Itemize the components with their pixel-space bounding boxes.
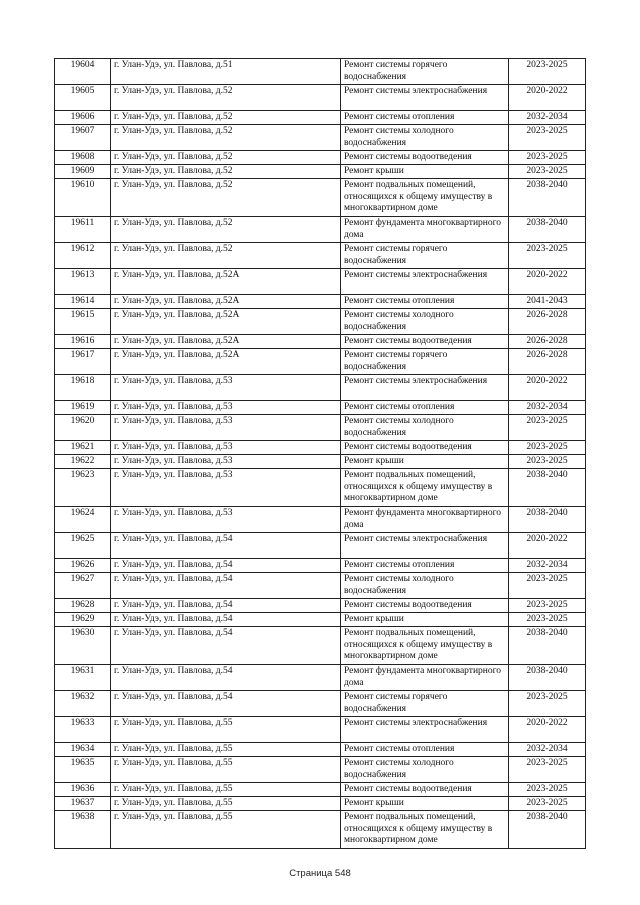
row-id-cell: 19634	[55, 743, 111, 757]
row-id-cell: 19616	[55, 335, 111, 349]
table-row	[55, 533, 586, 559]
row-work-type-cell: Ремонт системы водоотведения	[341, 151, 509, 165]
table-row	[55, 59, 586, 85]
row-address-cell: г. Улан-Удэ, ул. Павлова, д.53	[111, 401, 341, 415]
row-work-type-cell: Ремонт системы горячего водоснабжения	[341, 59, 509, 85]
row-id-cell: 19618	[55, 375, 111, 401]
row-address-cell: г. Улан-Удэ, ул. Павлова, д.52	[111, 217, 341, 243]
row-id-cell: 19623	[55, 469, 111, 507]
row-work-type-cell: Ремонт системы горячего водоснабжения	[341, 691, 509, 717]
table-row	[55, 455, 586, 469]
row-work-type-cell: Ремонт системы холодного водоснабжения	[341, 125, 509, 151]
row-id-cell: 19624	[55, 507, 111, 533]
row-address-cell: г. Улан-Удэ, ул. Павлова, д.53	[111, 455, 341, 469]
row-id-cell: 19631	[55, 665, 111, 691]
row-id-cell: 19605	[55, 85, 111, 111]
table-row	[55, 743, 586, 757]
table-row	[55, 375, 586, 401]
row-years-cell: 2023-2025	[509, 165, 586, 179]
row-years-cell: 2023-2025	[509, 599, 586, 613]
row-years-cell: 2023-2025	[509, 415, 586, 441]
row-years-cell: 2023-2025	[509, 441, 586, 455]
row-years-cell: 2020-2022	[509, 375, 586, 401]
table-row	[55, 151, 586, 165]
table-row	[55, 573, 586, 599]
row-work-type-cell: Ремонт системы отопления	[341, 559, 509, 573]
row-id-cell: 19628	[55, 599, 111, 613]
row-years-cell: 2026-2028	[509, 309, 586, 335]
row-id-cell: 19613	[55, 269, 111, 295]
table-row	[55, 599, 586, 613]
row-id-cell: 19609	[55, 165, 111, 179]
row-years-cell: 2032-2034	[509, 401, 586, 415]
page-number: Страница 548	[289, 868, 351, 879]
table-row	[55, 243, 586, 269]
row-years-cell: 2023-2025	[509, 243, 586, 269]
row-address-cell: г. Улан-Удэ, ул. Павлова, д.55	[111, 811, 341, 849]
row-id-cell: 19637	[55, 797, 111, 811]
row-address-cell: г. Улан-Удэ, ул. Павлова, д.53	[111, 415, 341, 441]
row-years-cell: 2020-2022	[509, 533, 586, 559]
row-years-cell: 2020-2022	[509, 717, 586, 743]
row-years-cell: 2023-2025	[509, 783, 586, 797]
row-id-cell: 19626	[55, 559, 111, 573]
row-years-cell: 2020-2022	[509, 85, 586, 111]
table-row	[55, 811, 586, 849]
row-work-type-cell: Ремонт системы отопления	[341, 111, 509, 125]
row-address-cell: г. Улан-Удэ, ул. Павлова, д.55	[111, 717, 341, 743]
row-address-cell: г. Улан-Удэ, ул. Павлова, д.52	[111, 125, 341, 151]
row-work-type-cell: Ремонт системы отопления	[341, 295, 509, 309]
row-address-cell: г. Улан-Удэ, ул. Павлова, д.52А	[111, 349, 341, 375]
table-row	[55, 717, 586, 743]
row-id-cell: 19604	[55, 59, 111, 85]
row-work-type-cell: Ремонт системы электроснабжения	[341, 375, 509, 401]
row-address-cell: г. Улан-Удэ, ул. Павлова, д.52	[111, 85, 341, 111]
row-address-cell: г. Улан-Удэ, ул. Павлова, д.54	[111, 691, 341, 717]
table-row	[55, 295, 586, 309]
row-address-cell: г. Улан-Удэ, ул. Павлова, д.55	[111, 743, 341, 757]
row-years-cell: 2023-2025	[509, 691, 586, 717]
table-row	[55, 217, 586, 243]
row-address-cell: г. Улан-Удэ, ул. Павлова, д.55	[111, 783, 341, 797]
row-id-cell: 19627	[55, 573, 111, 599]
row-id-cell: 19633	[55, 717, 111, 743]
row-id-cell: 19606	[55, 111, 111, 125]
row-address-cell: г. Улан-Удэ, ул. Павлова, д.54	[111, 665, 341, 691]
row-id-cell: 19620	[55, 415, 111, 441]
row-id-cell: 19621	[55, 441, 111, 455]
row-id-cell: 19607	[55, 125, 111, 151]
row-address-cell: г. Улан-Удэ, ул. Павлова, д.54	[111, 627, 341, 665]
row-work-type-cell: Ремонт крыши	[341, 797, 509, 811]
row-id-cell: 19629	[55, 613, 111, 627]
row-work-type-cell: Ремонт фундамента многоквартирного дома	[341, 507, 509, 533]
row-address-cell: г. Улан-Удэ, ул. Павлова, д.53	[111, 375, 341, 401]
row-address-cell: г. Улан-Удэ, ул. Павлова, д.54	[111, 533, 341, 559]
table-row	[55, 613, 586, 627]
row-address-cell: г. Улан-Удэ, ул. Павлова, д.52	[111, 243, 341, 269]
row-work-type-cell: Ремонт системы водоотведения	[341, 599, 509, 613]
table-row	[55, 507, 586, 533]
row-years-cell: 2023-2025	[509, 797, 586, 811]
row-work-type-cell: Ремонт крыши	[341, 613, 509, 627]
row-id-cell: 19632	[55, 691, 111, 717]
row-years-cell: 2023-2025	[509, 59, 586, 85]
row-years-cell: 2038-2040	[509, 469, 586, 507]
row-address-cell: г. Улан-Удэ, ул. Павлова, д.54	[111, 559, 341, 573]
row-address-cell: г. Улан-Удэ, ул. Павлова, д.53	[111, 469, 341, 507]
table-row	[55, 269, 586, 295]
row-id-cell: 19617	[55, 349, 111, 375]
table-row	[55, 757, 586, 783]
row-address-cell: г. Улан-Удэ, ул. Павлова, д.55	[111, 757, 341, 783]
row-address-cell: г. Улан-Удэ, ул. Павлова, д.52	[111, 151, 341, 165]
table-row	[55, 335, 586, 349]
row-address-cell: г. Улан-Удэ, ул. Павлова, д.54	[111, 573, 341, 599]
row-work-type-cell: Ремонт системы электроснабжения	[341, 85, 509, 111]
row-work-type-cell: Ремонт системы электроснабжения	[341, 533, 509, 559]
row-work-type-cell: Ремонт подвальных помещений, относящихся к общему имуществу в многоквартирном доме	[341, 627, 509, 665]
row-id-cell: 19619	[55, 401, 111, 415]
row-work-type-cell: Ремонт крыши	[341, 455, 509, 469]
table-row	[55, 783, 586, 797]
row-address-cell: г. Улан-Удэ, ул. Павлова, д.52	[111, 111, 341, 125]
row-years-cell: 2032-2034	[509, 111, 586, 125]
row-work-type-cell: Ремонт системы холодного водоснабжения	[341, 415, 509, 441]
row-years-cell: 2023-2025	[509, 757, 586, 783]
row-address-cell: г. Улан-Удэ, ул. Павлова, д.52	[111, 179, 341, 217]
row-years-cell: 2038-2040	[509, 811, 586, 849]
row-id-cell: 19612	[55, 243, 111, 269]
row-id-cell: 19636	[55, 783, 111, 797]
row-id-cell: 19611	[55, 217, 111, 243]
row-address-cell: г. Улан-Удэ, ул. Павлова, д.54	[111, 613, 341, 627]
row-id-cell: 19638	[55, 811, 111, 849]
row-address-cell: г. Улан-Удэ, ул. Павлова, д.51	[111, 59, 341, 85]
row-work-type-cell: Ремонт подвальных помещений, относящихся к общему имуществу в многоквартирном доме	[341, 469, 509, 507]
table-row	[55, 469, 586, 507]
row-years-cell: 2020-2022	[509, 269, 586, 295]
row-address-cell: г. Улан-Удэ, ул. Павлова, д.54	[111, 599, 341, 613]
row-id-cell: 19608	[55, 151, 111, 165]
row-id-cell: 19630	[55, 627, 111, 665]
table-row	[55, 179, 586, 217]
row-address-cell: г. Улан-Удэ, ул. Павлова, д.53	[111, 507, 341, 533]
table-row	[55, 401, 586, 415]
row-years-cell: 2038-2040	[509, 179, 586, 217]
row-years-cell: 2023-2025	[509, 455, 586, 469]
row-years-cell: 2023-2025	[509, 125, 586, 151]
row-id-cell: 19610	[55, 179, 111, 217]
row-years-cell: 2038-2040	[509, 627, 586, 665]
table-row	[55, 85, 586, 111]
repair-schedule-table	[54, 58, 586, 849]
row-work-type-cell: Ремонт подвальных помещений, относящихся к общему имуществу в многоквартирном доме	[341, 811, 509, 849]
row-work-type-cell: Ремонт фундамента многоквартирного дома	[341, 665, 509, 691]
row-id-cell: 19625	[55, 533, 111, 559]
row-work-type-cell: Ремонт крыши	[341, 165, 509, 179]
row-years-cell: 2026-2028	[509, 349, 586, 375]
row-address-cell: г. Улан-Удэ, ул. Павлова, д.53	[111, 441, 341, 455]
row-years-cell: 2038-2040	[509, 217, 586, 243]
row-address-cell: г. Улан-Удэ, ул. Павлова, д.55	[111, 797, 341, 811]
row-work-type-cell: Ремонт системы отопления	[341, 401, 509, 415]
table-row	[55, 797, 586, 811]
row-work-type-cell: Ремонт системы холодного водоснабжения	[341, 757, 509, 783]
row-id-cell: 19622	[55, 455, 111, 469]
row-id-cell: 19614	[55, 295, 111, 309]
row-id-cell: 19615	[55, 309, 111, 335]
row-id-cell: 19635	[55, 757, 111, 783]
table-row	[55, 415, 586, 441]
row-work-type-cell: Ремонт системы горячего водоснабжения	[341, 243, 509, 269]
row-years-cell: 2038-2040	[509, 507, 586, 533]
table-row	[55, 125, 586, 151]
row-address-cell: г. Улан-Удэ, ул. Павлова, д.52А	[111, 309, 341, 335]
table-row	[55, 309, 586, 335]
table-row	[55, 627, 586, 665]
row-work-type-cell: Ремонт фундамента многоквартирного дома	[341, 217, 509, 243]
table-row	[55, 665, 586, 691]
table-row	[55, 691, 586, 717]
row-years-cell: 2032-2034	[509, 559, 586, 573]
row-work-type-cell: Ремонт системы электроснабжения	[341, 717, 509, 743]
row-work-type-cell: Ремонт системы холодного водоснабжения	[341, 309, 509, 335]
row-years-cell: 2023-2025	[509, 573, 586, 599]
table-row	[55, 559, 586, 573]
row-work-type-cell: Ремонт системы электроснабжения	[341, 269, 509, 295]
table-row	[55, 441, 586, 455]
row-work-type-cell: Ремонт системы водоотведения	[341, 441, 509, 455]
row-years-cell: 2026-2028	[509, 335, 586, 349]
row-years-cell: 2023-2025	[509, 613, 586, 627]
table-row	[55, 349, 586, 375]
row-work-type-cell: Ремонт системы холодного водоснабжения	[341, 573, 509, 599]
row-years-cell: 2038-2040	[509, 665, 586, 691]
row-work-type-cell: Ремонт системы водоотведения	[341, 783, 509, 797]
row-years-cell: 2041-2043	[509, 295, 586, 309]
row-address-cell: г. Улан-Удэ, ул. Павлова, д.52А	[111, 295, 341, 309]
row-address-cell: г. Улан-Удэ, ул. Павлова, д.52А	[111, 269, 341, 295]
row-work-type-cell: Ремонт системы горячего водоснабжения	[341, 349, 509, 375]
row-work-type-cell: Ремонт подвальных помещений, относящихся к общему имуществу в многоквартирном доме	[341, 179, 509, 217]
table-row	[55, 111, 586, 125]
row-address-cell: г. Улан-Удэ, ул. Павлова, д.52	[111, 165, 341, 179]
row-work-type-cell: Ремонт системы водоотведения	[341, 335, 509, 349]
table-body	[55, 59, 586, 849]
row-years-cell: 2023-2025	[509, 151, 586, 165]
row-years-cell: 2032-2034	[509, 743, 586, 757]
row-work-type-cell: Ремонт системы отопления	[341, 743, 509, 757]
row-address-cell: г. Улан-Удэ, ул. Павлова, д.52А	[111, 335, 341, 349]
table-row	[55, 165, 586, 179]
